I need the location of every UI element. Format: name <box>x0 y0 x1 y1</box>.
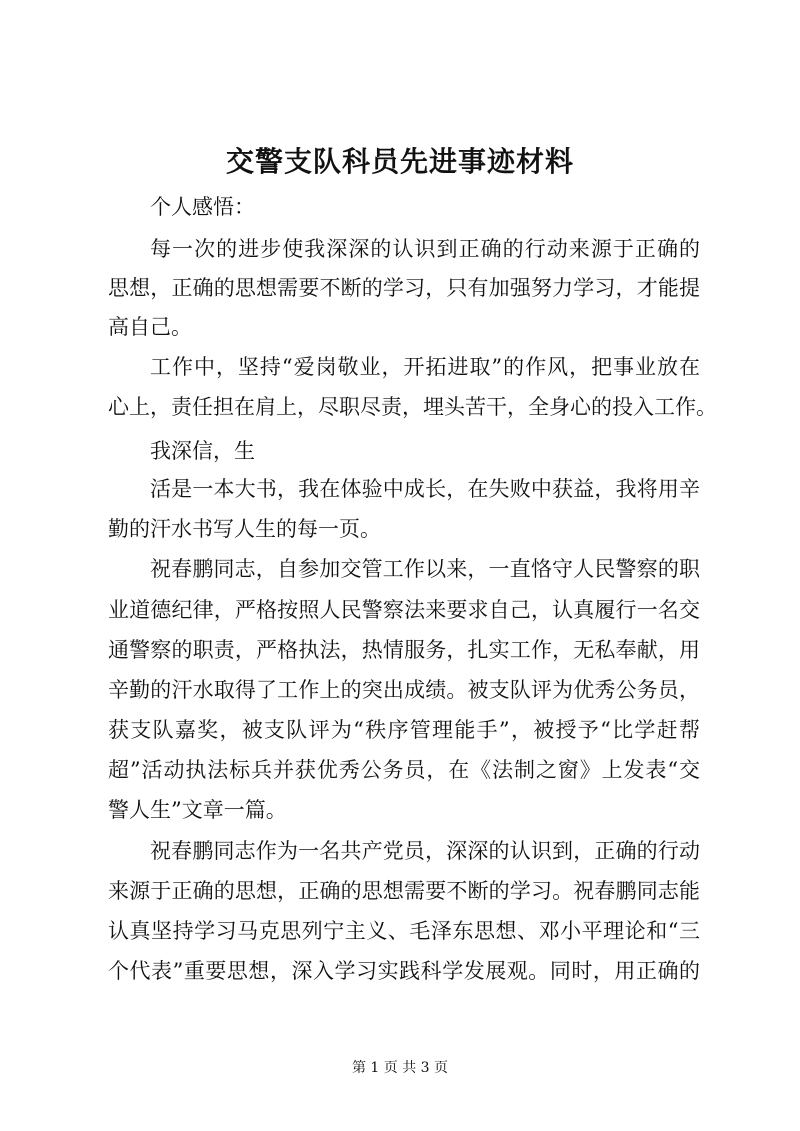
text-line: 心上，责任担在肩上，尽职尽责，埋头苦干，全身心的投入工作。 <box>108 395 717 419</box>
text-line: 思想，正确的思想需要不断的学习，只有加强努力学习，才能提 <box>108 276 700 300</box>
text-line: 辛勤的汗水取得了工作上的突出成绩。被支队评为优秀公务员， <box>108 678 700 702</box>
text-line: 祝春鹏同志，自参加交管工作以来，一直恪守人民警察的职 <box>150 557 700 581</box>
text-line: 警人生”文章一篇。 <box>108 798 287 822</box>
text-line: 祝春鹏同志作为一名共产党员，深深的认识到，正确的行动 <box>150 839 700 863</box>
text-line: 我深信，生 <box>150 439 255 463</box>
text-line: 工作中，坚持“爱岗敬业，开拓进取”的作风，把事业放在 <box>150 355 700 379</box>
text-line: 高自己。 <box>108 315 192 339</box>
text-line: 获支队嘉奖，被支队评为“秩序管理能手”，被授予“比学赶帮 <box>108 718 700 742</box>
text-line: 个代表”重要思想，深入学习实践科学发展观。同时，用正确的 <box>108 959 700 983</box>
text-line: 来源于正确的思想，正确的思想需要不断的学习。祝春鹏同志能 <box>108 879 700 903</box>
text-line: 每一次的进步使我深深的认识到正确的行动来源于正确的 <box>150 237 700 261</box>
text-line: 通警察的职责，严格执法，热情服务，扎实工作，无私奉献，用 <box>108 638 700 662</box>
text-line: 个人感悟： <box>150 195 255 219</box>
text-line: 超”活动执法标兵并获优秀公务员，在《法制之窗》上发表“交 <box>108 758 700 782</box>
text-line: 认真坚持学习马克思列宁主义、毛泽东思想、邓小平理论和“三 <box>108 919 700 943</box>
text-line: 勤的汗水书写人生的每一页。 <box>108 517 381 541</box>
document-title: 交警支队科员先进事迹材料 <box>225 145 574 178</box>
text-line: 活是一本大书，我在体验中成长，在失败中获益，我将用辛 <box>150 477 700 501</box>
text-line: 业道德纪律，严格按照人民警察法来要求自己，认真履行一名交 <box>108 598 700 622</box>
page-number: 第 1 页 共 3 页 <box>351 1060 449 1076</box>
